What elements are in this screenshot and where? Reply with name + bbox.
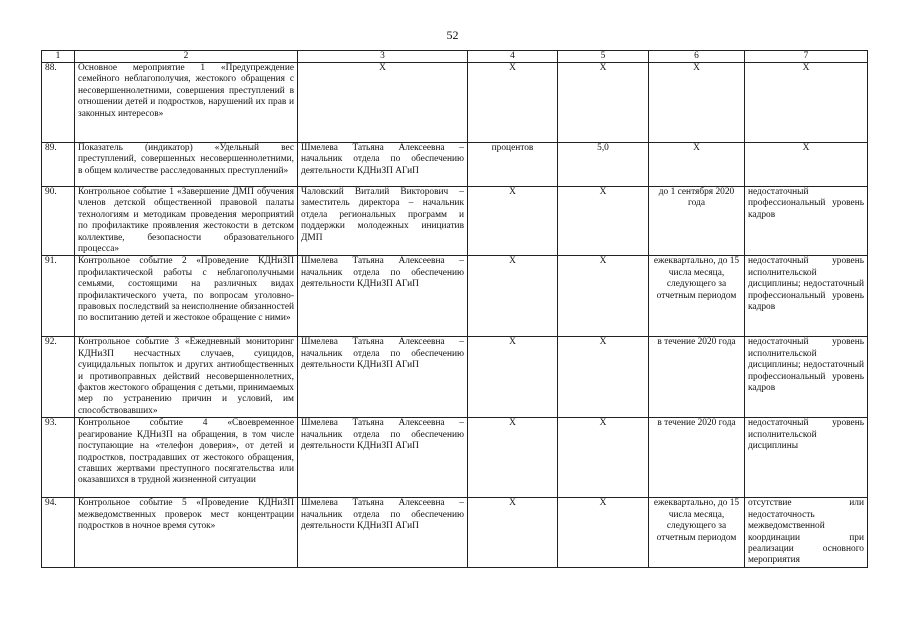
row-deadline: в течение 2020 года bbox=[649, 418, 745, 498]
row-value: Х bbox=[558, 256, 649, 337]
column-header: 4 bbox=[468, 51, 558, 63]
row-number: 91. bbox=[42, 256, 75, 337]
row-number: 93. bbox=[42, 418, 75, 498]
row-unit: Х bbox=[468, 337, 558, 418]
row-number: 88. bbox=[42, 63, 75, 143]
row-deadline: Х bbox=[649, 63, 745, 143]
row-number: 90. bbox=[42, 187, 75, 256]
table-row bbox=[42, 256, 868, 337]
row-deadline: ежеквартально, до 15 числа месяца, следующего за отчетным периодом bbox=[649, 256, 745, 337]
row-value: Х bbox=[558, 187, 649, 256]
table-row bbox=[42, 187, 868, 256]
row-deadline: Х bbox=[649, 143, 745, 187]
row-responsible: Шмелева Татьяна Алексеевна – начальник отдела по обеспечению деятельности КДНиЗП АГиП bbox=[298, 418, 468, 498]
column-header: 5 bbox=[558, 51, 649, 63]
row-value: Х bbox=[558, 418, 649, 498]
row-responsible: Шмелева Татьяна Алексеевна – начальник отдела по обеспечению деятельности КДНиЗП АГиП bbox=[298, 256, 468, 337]
row-value: Х bbox=[558, 337, 649, 418]
table-row bbox=[42, 143, 868, 187]
row-risk: недостаточный уровень исполнительской дисциплины bbox=[745, 418, 868, 498]
column-header: 1 bbox=[42, 51, 75, 63]
row-title: Контрольное событие 2 «Проведение КДНиЗП профилактической работы с неблагополучными семьями, состоящими на различных видах профилактического учета, по вопросам уголовно-правовых последствий за неисполнение обязанностей по воспитанию детей и жестокое обращение с ними» bbox=[75, 256, 298, 337]
row-title: Основное мероприятие 1 «Предупреждение семейного неблагополучия, жестокого обращения с несовершеннолетними, совершения преступлений в отношении детей и подростков, нарушений их прав и законных интересов» bbox=[75, 63, 298, 143]
row-title: Показатель (индикатор) «Удельный вес преступлений, совершенных несовершеннолетними, в общем количестве расследованных преступлений» bbox=[75, 143, 298, 187]
row-unit: Х bbox=[468, 256, 558, 337]
row-unit: Х bbox=[468, 498, 558, 567]
row-unit: Х bbox=[468, 418, 558, 498]
row-value: Х bbox=[558, 498, 649, 567]
row-unit: процентов bbox=[468, 143, 558, 187]
row-responsible: Шмелева Татьяна Алексеевна – начальник отдела по обеспечению деятельности КДНиЗП АГиП bbox=[298, 143, 468, 187]
row-number: 92. bbox=[42, 337, 75, 418]
table-row bbox=[42, 498, 868, 567]
table-row bbox=[42, 418, 868, 498]
table-row bbox=[42, 63, 868, 143]
row-number: 94. bbox=[42, 498, 75, 567]
row-unit: Х bbox=[468, 63, 558, 143]
column-header: 3 bbox=[298, 51, 468, 63]
row-responsible: Шмелева Татьяна Алексеевна – начальник отдела по обеспечению деятельности КДНиЗП АГиП bbox=[298, 498, 468, 567]
column-header: 2 bbox=[75, 51, 298, 63]
table-row bbox=[42, 337, 868, 418]
row-deadline: до 1 сентября 2020 года bbox=[649, 187, 745, 256]
row-title: Контрольное событие 5 «Проведение КДНиЗП межведомственных проверок мест концентрации подростков в ночное время суток» bbox=[75, 498, 298, 567]
row-unit: Х bbox=[468, 187, 558, 256]
row-risk: Х bbox=[745, 143, 868, 187]
row-responsible: Х bbox=[298, 63, 468, 143]
plan-table bbox=[41, 50, 868, 568]
row-value: 5,0 bbox=[558, 143, 649, 187]
row-risk: недостаточный уровень исполнительской дисциплины; недостаточный профессиональный уровень кадров bbox=[745, 337, 868, 418]
row-deadline: в течение 2020 года bbox=[649, 337, 745, 418]
column-header: 6 bbox=[649, 51, 745, 63]
row-risk: недостаточный профессиональный уровень кадров bbox=[745, 187, 868, 256]
row-value: Х bbox=[558, 63, 649, 143]
row-title: Контрольное событие 1 «Завершение ДМП обучения членов детской общественной правовой палаты технологиям и методикам проведения мероприятий по профилактике проявления жестокости в детском коллективе, безопасности образовательного процесса» bbox=[75, 187, 298, 256]
page-number: 52 bbox=[446, 28, 459, 42]
row-deadline: ежеквартально, до 15 числа месяца, следующего за отчетным периодом bbox=[649, 498, 745, 567]
column-header: 7 bbox=[745, 51, 868, 63]
row-number: 89. bbox=[42, 143, 75, 187]
row-risk: недостаточный уровень исполнительской дисциплины; недостаточный профессиональный уровень кадров bbox=[745, 256, 868, 337]
row-responsible: Чаловский Виталий Викторович – заместитель директора – начальник отдела региональных программ и поддержки молодежных инициатив ДМП bbox=[298, 187, 468, 256]
row-risk: Х bbox=[745, 63, 868, 143]
row-title: Контрольное событие 3 «Ежедневный мониторинг КДНиЗП несчастных случаев, суицидов, суицидальных попыток и других антиобщественных и противоправных действий несовершеннолетних, фактов жестокого обращения с детьми, принимаемых мер по устранению причин и условий, им способствовавших» bbox=[75, 337, 298, 418]
row-risk: отсутствие или недостаточность межведомственной координации при реализации основного мероприятия bbox=[745, 498, 868, 567]
row-title: Контрольное событие 4 «Своевременное реагирование КДНиЗП на обращения, в том числе поступающие на «телефон доверия», от детей и подростков, пострадавших от жестокого обращения, ставших жертвами преступного посягательства или оказавшихся в трудной жизненной ситуации bbox=[75, 418, 298, 498]
column-number-row bbox=[42, 51, 868, 63]
row-responsible: Шмелева Татьяна Алексеевна – начальник отдела по обеспечению деятельности КДНиЗП АГиП bbox=[298, 337, 468, 418]
